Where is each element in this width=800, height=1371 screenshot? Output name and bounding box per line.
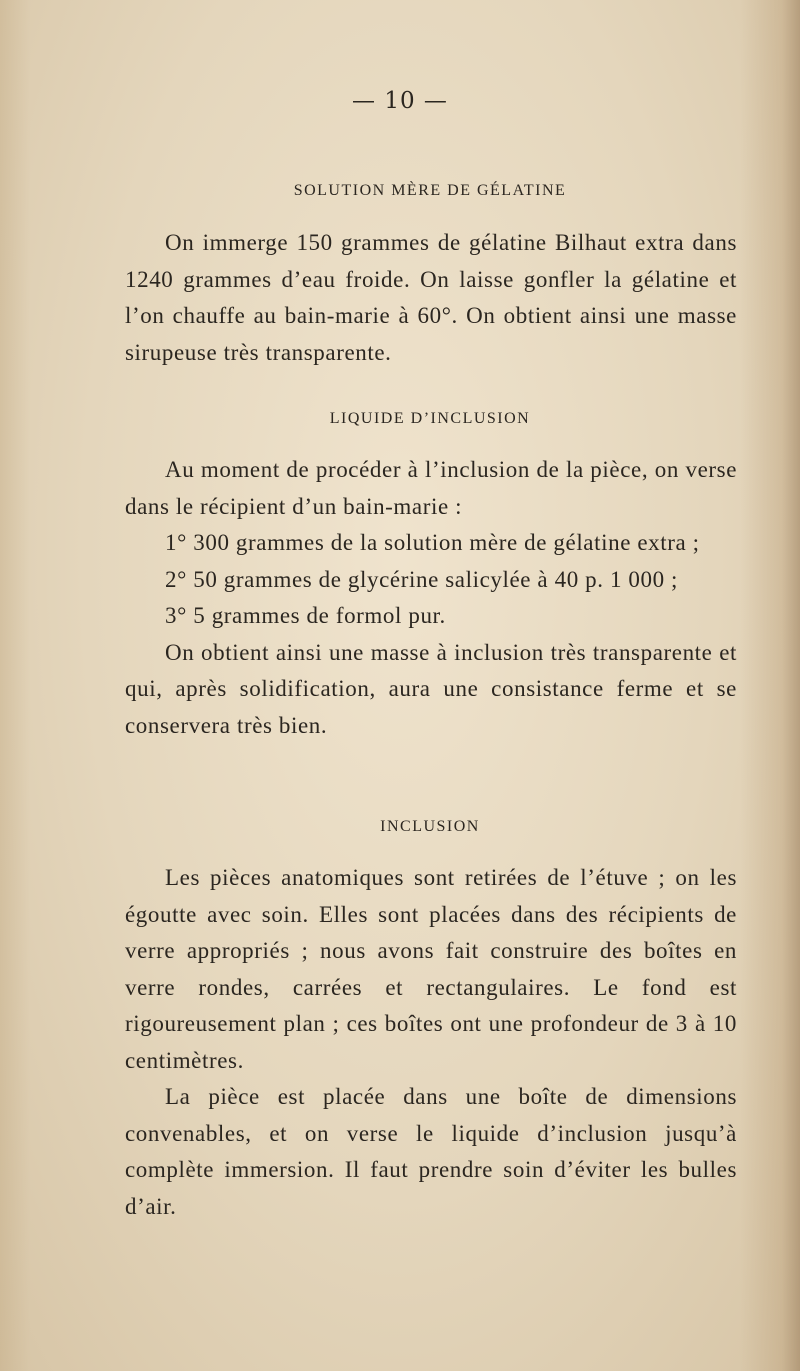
- paragraph: La pièce est placée dans une boîte de dimensions convenables, et on verse le liquide d’inclusion jusqu’à complète immersion. Il faut prendre soin d’éviter les bulles d’air.: [125, 1084, 737, 1219]
- section-body-liquide-inclusion: [125, 452, 737, 744]
- page-edge-shadow-right: [740, 0, 800, 1371]
- list-item: 1° 300 grammes de la solution mère de gélatine extra ;: [165, 530, 700, 555]
- section-heading-solution-mere: SOLUTION MÈRE DE GÉLATINE: [293, 182, 567, 199]
- section-body-solution-mere: [125, 225, 737, 371]
- paragraph: Au moment de procéder à l’inclusion de la pièce, on verse dans le récipient d’un bain-marie :: [125, 457, 737, 519]
- paragraph: Les pièces anatomiques sont retirées de l’étuve ; on les égoutte avec soin. Elles sont placées dans des récipients de verre appropriés ; nous avons fait construire des boîtes en verre rondes, carrées et rectangulaires. Le fond est rigoureusement plan ; ces boîtes ont une profondeur de 3 à 10 centimètres.: [125, 865, 737, 1073]
- page-edge-shadow-left: [0, 0, 30, 1371]
- list-item: 3° 5 grammes de formol pur.: [165, 603, 446, 628]
- paragraph: On obtient ainsi une masse à inclusion très transparente et qui, après solidification, aura une consistance ferme et se conservera très bien.: [125, 639, 737, 738]
- section-heading-inclusion: INCLUSION: [380, 818, 480, 835]
- section-heading-liquide-inclusion: LIQUIDE D’INCLUSION: [329, 410, 531, 427]
- list-item: 2° 50 grammes de glycérine salicylée à 40 p. 1 000 ;: [165, 566, 679, 592]
- section-body-inclusion: [125, 860, 737, 1225]
- paragraph: On immerge 150 grammes de gélatine Bilhaut extra dans 1240 grammes d’eau froide. On laisse gonfler la gélatine et l’on chauffe au bain-marie à 60°. On obtient ainsi une masse sirupeuse très transparente.: [125, 230, 737, 365]
- page-number: — 10 —: [352, 88, 448, 114]
